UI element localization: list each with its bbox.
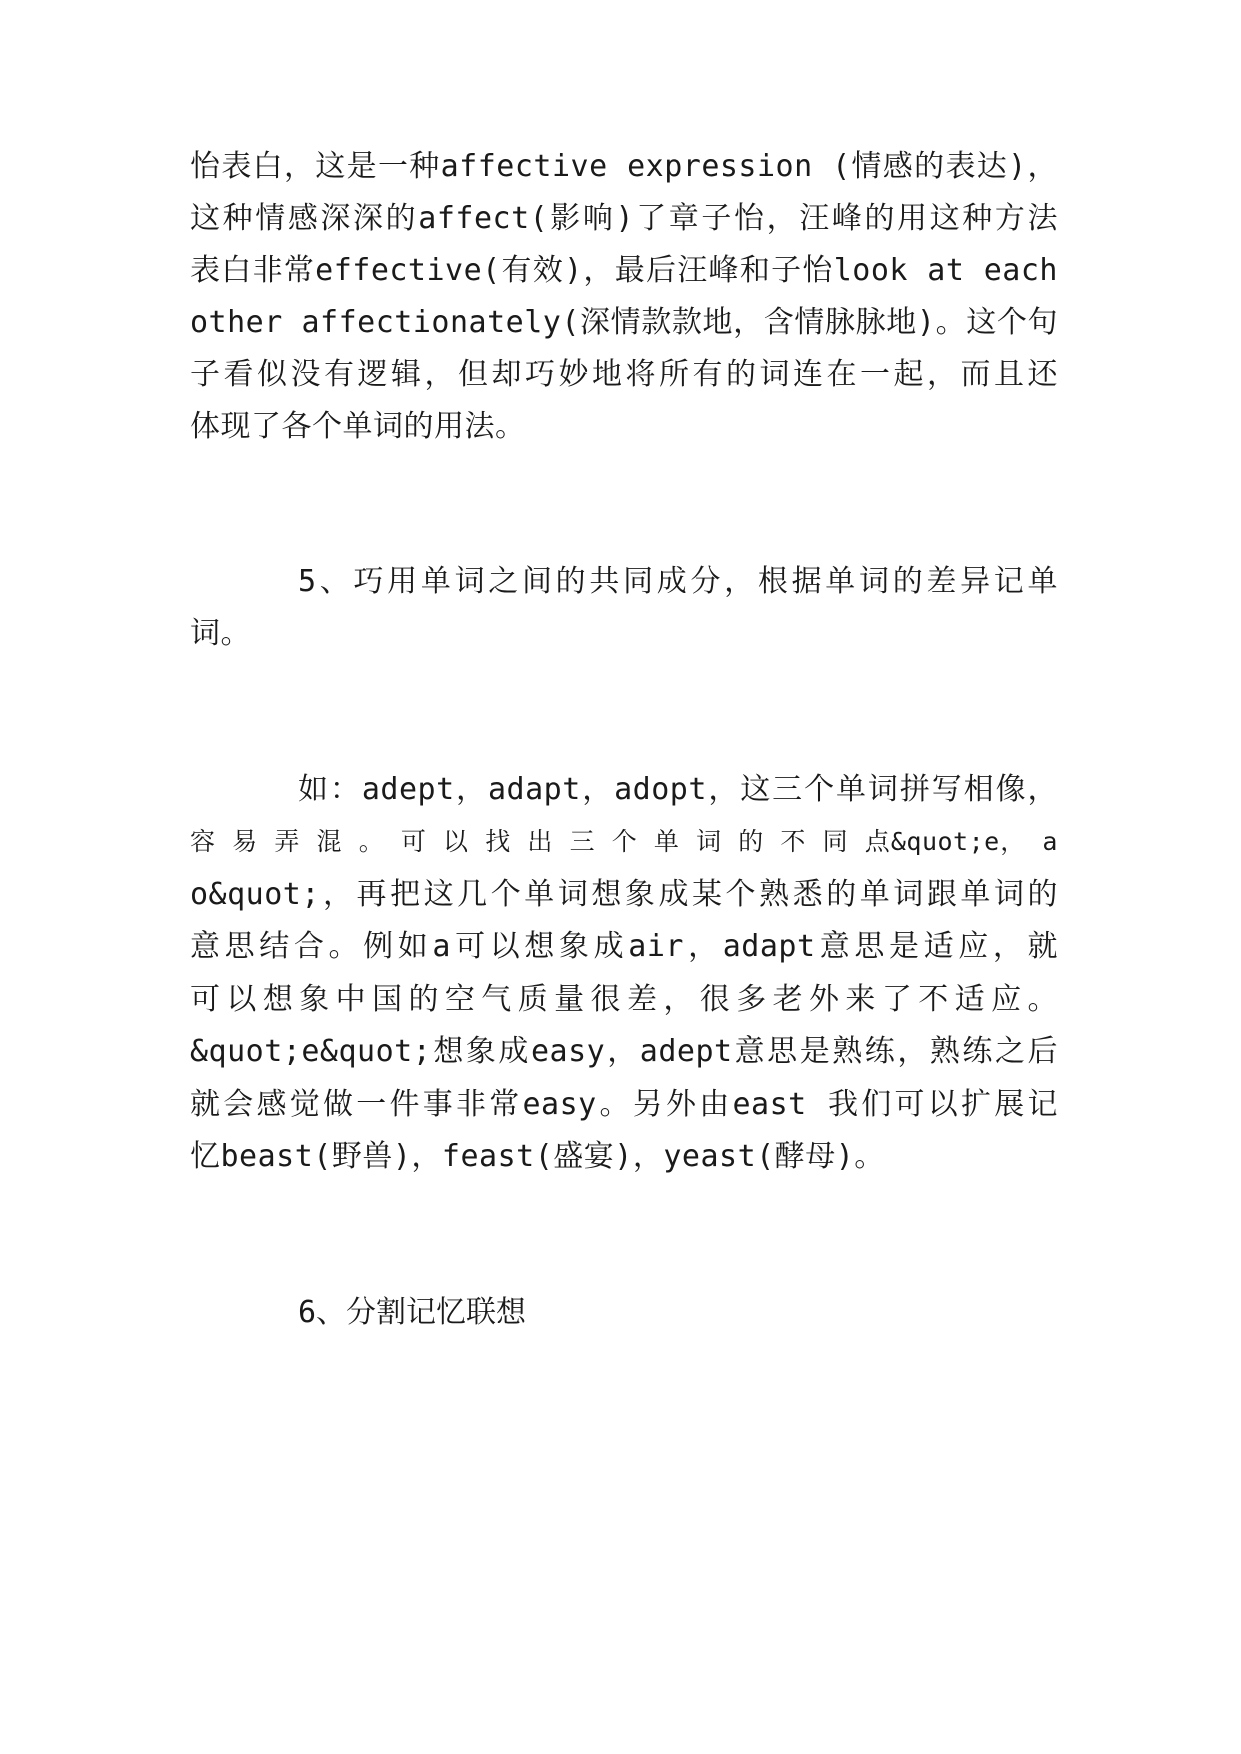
paragraph1-line-3: 表白非常effective(有效)，最后汪峰和子怡look at each <box>190 253 1058 288</box>
paragraph1-line-2: 这种情感深深的affect(影响)了章子怡，汪峰的用这种方法 <box>190 201 1058 236</box>
paragraph2-line-6: &quot;e&quot;想象成easy，adept意思是熟练，熟练之后 <box>190 1034 1058 1069</box>
paragraph1-line-5: 子看似没有逻辑，但却巧妙地将所有的词连在一起，而且还 <box>190 357 1058 392</box>
paragraph2-line-1: 如：adept，adapt，adopt，这三个单词拼写相像， <box>298 772 1058 807</box>
paragraph2-line-7: 就会感觉做一件事非常easy。另外由east 我们可以扩展记 <box>190 1087 1058 1122</box>
paragraph1-line-4: other affectionately(深情款款地，含情脉脉地)。这个句 <box>190 305 1058 340</box>
paragraph2-line-8: 忆beast(野兽)，feast(盛宴)，yeast(酵母)。 <box>190 1139 885 1174</box>
paragraph2-line-2: 容 易 弄 混 。 可 以 找 出 三 个 单 词 的 不 同 点&quot;e， a <box>190 827 1058 856</box>
paragraph1-line-6: 体现了各个单词的用法。 <box>190 409 526 444</box>
paragraph2-line-4: 意思结合。例如a可以想象成air，adapt意思是适应，就 <box>190 929 1058 964</box>
paragraph2-line-5: 可以想象中国的空气质量很差，很多老外来了不适应。 <box>190 982 1058 1017</box>
section5-line-1: 5、巧用单词之间的共同成分，根据单词的差异记单 <box>298 564 1058 599</box>
paragraph1-line-1: 怡表白，这是一种affective expression (情感的表达)， <box>190 149 1058 184</box>
section5-line-2: 词。 <box>190 616 251 651</box>
section6-heading: 6、分割记忆联想 <box>298 1295 527 1330</box>
paragraph2-line-3: o&quot;，再把这几个单词想象成某个熟悉的单词跟单词的 <box>190 877 1058 912</box>
